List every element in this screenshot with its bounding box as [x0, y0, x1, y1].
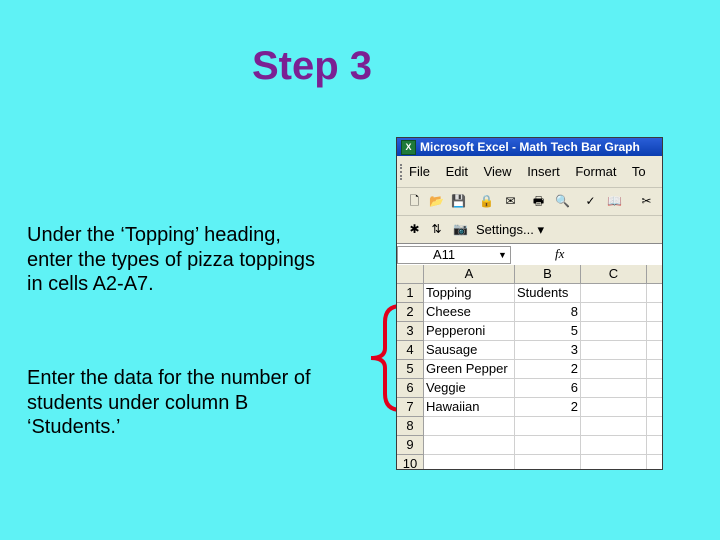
cell-a1[interactable]: Topping [424, 284, 515, 303]
cell-a6[interactable]: Veggie [424, 379, 515, 398]
cell-c6[interactable] [581, 379, 647, 398]
row-header-7[interactable]: 7 [397, 398, 424, 417]
cell-c5[interactable] [581, 360, 647, 379]
excel-icon: X [401, 140, 416, 155]
new-icon[interactable]: 🗋 [409, 194, 420, 208]
row-header-6[interactable]: 6 [397, 379, 424, 398]
fx-icon[interactable]: fx [555, 246, 565, 261]
print-preview-icon[interactable]: 🔍 [555, 194, 570, 208]
row-header-4[interactable]: 4 [397, 341, 424, 360]
grip-handle[interactable] [400, 164, 405, 180]
excel-window [396, 137, 663, 470]
cell-d7[interactable] [647, 398, 663, 417]
cell-c9[interactable] [581, 436, 647, 455]
slide-title: Step 3 [252, 44, 373, 88]
row-header-3[interactable]: 3 [397, 322, 424, 341]
window-title: Microsoft Excel - Math Tech Bar Graph [420, 140, 640, 154]
cell-c7[interactable] [581, 398, 647, 417]
sort-icon[interactable]: ⇅ [431, 222, 442, 236]
instruction-topping: Under the ‘Topping’ heading, enter the types of pizza toppings in cells A2-A7. [27, 224, 315, 295]
cell-b5[interactable]: 2 [515, 360, 581, 379]
row-header-2[interactable]: 2 [397, 303, 424, 322]
row-header-5[interactable]: 5 [397, 360, 424, 379]
cell-b8[interactable] [515, 417, 581, 436]
namebox-dropdown-icon[interactable]: ▼ [498, 250, 507, 260]
cell-c4[interactable] [581, 341, 647, 360]
row-header-8[interactable]: 8 [397, 417, 424, 436]
column-header-d[interactable] [647, 265, 663, 284]
settings-button[interactable]: Settings... ▾ [476, 222, 544, 237]
cell-b7[interactable]: 2 [515, 398, 581, 417]
email-icon[interactable]: ✉ [505, 194, 516, 208]
cell-a9[interactable] [424, 436, 515, 455]
name-box[interactable]: A11 ▼ [397, 246, 511, 264]
window-titlebar [397, 138, 662, 156]
spelling-icon[interactable]: ✓ [585, 194, 596, 208]
cell-b10[interactable] [515, 455, 581, 470]
cell-b2[interactable]: 8 [515, 303, 581, 322]
menu-tools[interactable]: To [631, 164, 646, 179]
camera-icon[interactable]: 📷 [453, 222, 468, 236]
cell-b6[interactable]: 6 [515, 379, 581, 398]
column-header-a[interactable]: A [424, 265, 515, 284]
cell-b3[interactable]: 5 [515, 322, 581, 341]
chevron-down-icon: ▾ [537, 222, 544, 237]
menu-format[interactable]: Format [575, 164, 617, 179]
instruction-students: Enter the data for the number of students under column B ‘Students.’ [27, 367, 311, 438]
save-icon[interactable]: 💾 [451, 194, 466, 208]
menu-edit[interactable]: Edit [445, 164, 468, 179]
formula-bar [397, 243, 662, 267]
menu-file[interactable]: File [409, 164, 430, 179]
print-icon[interactable]: 🖶 [532, 194, 545, 208]
cell-d6[interactable] [647, 379, 663, 398]
row-header-1[interactable]: 1 [397, 284, 424, 303]
cell-d5[interactable] [647, 360, 663, 379]
cell-a2[interactable]: Cheese [424, 303, 515, 322]
menu-insert[interactable]: Insert [527, 164, 560, 179]
cell-a10[interactable] [424, 455, 515, 470]
cell-c8[interactable] [581, 417, 647, 436]
cell-c10[interactable] [581, 455, 647, 470]
wizard-icon[interactable]: ✱ [409, 222, 420, 236]
cut-icon[interactable]: ✂ [641, 194, 652, 208]
menu-view[interactable]: View [483, 164, 512, 179]
cell-d1[interactable] [647, 284, 663, 303]
cell-a3[interactable]: Pepperoni [424, 322, 515, 341]
permission-icon[interactable]: 🔒 [479, 194, 494, 208]
cell-a4[interactable]: Sausage [424, 341, 515, 360]
cell-c3[interactable] [581, 322, 647, 341]
open-icon[interactable]: 📂 [429, 194, 444, 208]
menu-bar [397, 156, 662, 187]
cell-d4[interactable] [647, 341, 663, 360]
cell-c1[interactable] [581, 284, 647, 303]
cell-a8[interactable] [424, 417, 515, 436]
column-header-c[interactable]: C [581, 265, 647, 284]
cell-b1[interactable]: Students [515, 284, 581, 303]
select-all-corner[interactable] [397, 265, 424, 284]
cell-a7[interactable]: Hawaiian [424, 398, 515, 417]
cell-d3[interactable] [647, 322, 663, 341]
cell-d9[interactable] [647, 436, 663, 455]
cell-c2[interactable] [581, 303, 647, 322]
cell-b4[interactable]: 3 [515, 341, 581, 360]
standard-toolbar [397, 187, 662, 216]
column-header-b[interactable]: B [515, 265, 581, 284]
cell-b9[interactable] [515, 436, 581, 455]
row-header-9[interactable]: 9 [397, 436, 424, 455]
settings-toolbar [397, 215, 662, 244]
row-header-10[interactable]: 10 [397, 455, 424, 470]
cell-d2[interactable] [647, 303, 663, 322]
cell-a5[interactable]: Green Pepper [424, 360, 515, 379]
cell-d8[interactable] [647, 417, 663, 436]
research-icon[interactable]: 📖 [607, 194, 622, 208]
cell-d10[interactable] [647, 455, 663, 470]
